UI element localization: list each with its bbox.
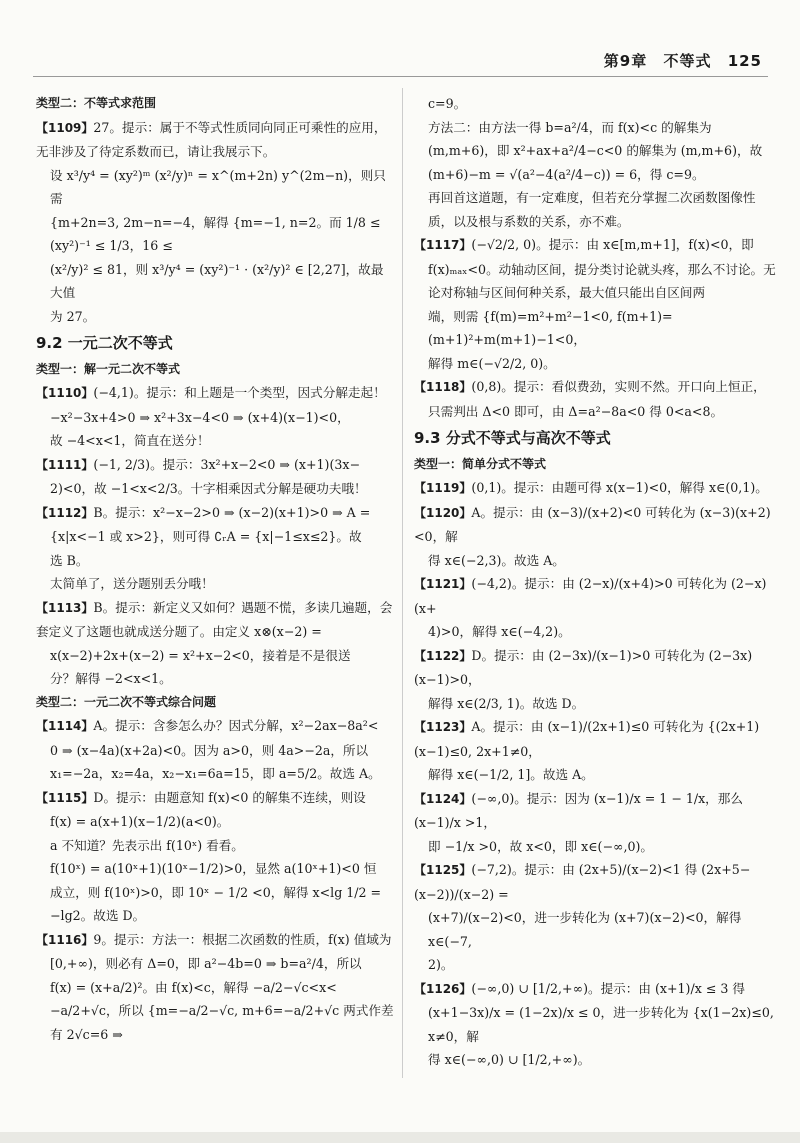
problem-number: 【1111】 bbox=[36, 457, 94, 472]
subsection-heading: 类型二：不等式求范围 bbox=[36, 96, 157, 110]
math-line: 只需判出 Δ<0 即可，由 Δ=a²−8a<0 得 0<a<8。 bbox=[428, 403, 724, 419]
math-line: x(x−2)+2x+(x−2) = x²+x−2<0，接着是不是很送 bbox=[50, 647, 351, 663]
math-line: 2)<0，故 −1<x<2/3。十字相乘因式分解是硬功夫哦！ bbox=[50, 481, 367, 496]
problem-answer bbox=[36, 928, 394, 953]
problem-answer bbox=[414, 977, 776, 1002]
section-heading: 9.3 分式不等式与高次不等式 bbox=[414, 429, 611, 447]
math-line: (x²/y)² ≤ 81，则 x³/y⁴ = (xy²)⁻¹ · (x²/y)² ∈ [2,27]，故最大值 bbox=[50, 261, 384, 300]
math-line: c=9。 bbox=[428, 96, 467, 111]
problem-number: 【1122】 bbox=[414, 648, 472, 663]
math-line: −a/2+√c，所以 {m=−a/2−√c, m+6=−a/2+√c 两式作差有 2√c=6 ⇒ bbox=[50, 1003, 394, 1042]
math-line: 解得 m∈(−√2/2, 0)。 bbox=[428, 355, 556, 371]
answer-text: A。提示：含参怎么办？因式分解，x²−2ax−8a²< bbox=[93, 718, 379, 733]
problem-number: 【1123】 bbox=[414, 720, 472, 734]
chapter-label: 第9章 bbox=[603, 52, 648, 70]
answer-text: (0,8)。提示：看似费劲，实则不然。开口向上恒正， bbox=[471, 379, 766, 394]
math-line: 0 ⇒ (x−4a)(x+2a)<0。因为 a>0，则 4a>−2a，所以 bbox=[50, 742, 369, 758]
problem-number: 【1125】 bbox=[414, 863, 472, 877]
problem-answer bbox=[414, 787, 776, 835]
answer-text: 9。提示：方法一：根据二次函数的性质，f(x) 值域为 bbox=[93, 931, 392, 947]
answer-text: B。提示：新定义又如何？遇题不慌，多读几遍题，会套定义了这题也就成送分题了。由定义 x⊗(x−2) = bbox=[36, 599, 393, 639]
problem-number: 【1117】 bbox=[414, 238, 472, 252]
left-column bbox=[36, 92, 394, 1046]
math-line: 2)。 bbox=[428, 957, 454, 972]
math-line: 得 x∈(−∞,0) ∪ [1/2,+∞)。 bbox=[428, 1052, 591, 1067]
problem-number: 【1115】 bbox=[36, 790, 94, 805]
answer-text: A。提示：由 (x−1)/(2x+1)≤0 可转化为 {(2x+1)(x−1)≤0, 2x+1≠0， bbox=[414, 719, 760, 759]
problem-number: 【1110】 bbox=[36, 386, 94, 400]
math-line: a 不知道？先表示出 f(10ˣ) 看看。 bbox=[50, 837, 244, 853]
math-line: 即 −1/x >0，故 x<0，即 x∈(−∞,0)。 bbox=[428, 838, 654, 854]
math-line: (x+7)/(x−2)<0，进一步转化为 (x+7)(x−2)<0，解得 x∈(−7, bbox=[428, 910, 742, 949]
problem-number: 【1120】 bbox=[414, 505, 472, 520]
problem-answer bbox=[414, 501, 776, 549]
problem-answer bbox=[414, 644, 776, 692]
page-header bbox=[594, 50, 762, 71]
subsection-heading: 类型一：简单分式不等式 bbox=[414, 456, 547, 471]
answer-text: (−4,1)。提示：和上题是一个类型，因式分解走起！ bbox=[93, 385, 386, 400]
answer-text: (−∞,0)。提示：因为 (x−1)/x = 1 − 1/x，那么 (x−1)/x >1， bbox=[414, 790, 743, 830]
problem-answer bbox=[414, 858, 776, 906]
math-line: 4)>0，解得 x∈(−4,2)。 bbox=[428, 624, 571, 639]
problem-answer bbox=[414, 572, 776, 620]
answer-text: (0,1)。提示：由题可得 x(x−1)<0，解得 x∈(0,1)。 bbox=[471, 480, 768, 495]
math-line: f(x)ₘₐₓ<0。动轴动区间，提分类讨论就头疼，那么不讨论。无论对称轴与区间何种关系，最大值只能出自区间两 bbox=[428, 261, 776, 300]
math-line: [0,+∞)，则必有 Δ=0，即 a²−4b=0 ⇒ b=a²/4，所以 bbox=[50, 956, 362, 971]
math-line: 解得 x∈(2/3, 1)。故选 D。 bbox=[428, 695, 585, 711]
problem-answer bbox=[414, 375, 776, 400]
math-line: 成立，则 f(10ˣ)>0，即 10ˣ − 1/2 <0，解得 x<lg 1/2 = bbox=[50, 884, 382, 900]
math-line: −lg2。故选 D。 bbox=[50, 908, 146, 923]
math-line: 分？解得 −2<x<1。 bbox=[50, 671, 172, 686]
problem-number: 【1112】 bbox=[36, 505, 94, 520]
problem-answer bbox=[36, 714, 394, 739]
math-line: {x|x<−1 或 x>2}，则可得 ∁ᵣA = {x|−1≤x≤2}。故 bbox=[50, 529, 362, 544]
problem-number: 【1121】 bbox=[414, 577, 472, 591]
answer-text: (−1, 2/3)。提示：3x²+x−2<0 ⇒ (x+1)(3x− bbox=[93, 456, 361, 472]
problem-answer bbox=[36, 116, 394, 164]
answer-text: A。提示：由 (x−3)/(x+2)<0 可转化为 (x−3)(x+2)<0，解 bbox=[414, 504, 771, 544]
problem-number: 【1124】 bbox=[414, 791, 472, 806]
problem-number: 【1126】 bbox=[414, 981, 472, 996]
math-line: 太简单了，送分题别丢分哦！ bbox=[50, 576, 214, 591]
problem-answer bbox=[414, 233, 776, 258]
answer-text: (−7,2)。提示：由 (2x+5)/(x−2)<1 得 (2x+5−(x−2))/(x−2) = bbox=[414, 862, 751, 902]
problem-number: 【1116】 bbox=[36, 932, 94, 947]
subsection-heading: 类型二：一元二次不等式综合问题 bbox=[36, 694, 217, 709]
math-line: 设 x³/y⁴ = (xy²)ᵐ (x²/y)ⁿ = x^(m+2n) y^(2m−n)，则只需 bbox=[50, 167, 386, 206]
problem-answer bbox=[36, 453, 394, 478]
math-line: (m,m+6)，即 x²+ax+a²/4−c<0 的解集为 (m,m+6)，故 bbox=[428, 143, 763, 158]
problem-number: 【1119】 bbox=[414, 481, 472, 495]
subsection-heading: 类型一：解一元二次不等式 bbox=[36, 361, 181, 376]
math-line: −x²−3x+4>0 ⇒ x²+3x−4<0 ⇒ (x+4)(x−1)<0， bbox=[50, 409, 350, 425]
column-divider bbox=[402, 88, 403, 1078]
problem-number: 【1113】 bbox=[36, 600, 94, 615]
answer-text: (−√2/2, 0)。提示：由 x∈[m,m+1]，f(x)<0，即 bbox=[471, 237, 754, 252]
math-line: {m+2n=3, 2m−n=−4，解得 {m=−1, n=2。而 1/8 ≤ (xy²)⁻¹ ≤ 1/3，16 ≤ bbox=[50, 214, 381, 253]
math-line: 得 x∈(−2,3)。故选 A。 bbox=[428, 552, 565, 568]
math-line: (x+1−3x)/x = (1−2x)/x ≤ 0，进一步转化为 {x(1−2x)≤0, x≠0，解 bbox=[428, 1005, 774, 1044]
answer-text: D。提示：由 (2−3x)/(x−1)>0 可转化为 (2−3x)(x−1)>0， bbox=[414, 647, 753, 687]
answer-text: 27。提示：属于不等式性质同向同正可乘性的应用，无非涉及了待定系数而已，请让我展示下。 bbox=[36, 119, 387, 159]
problem-number: 【1118】 bbox=[414, 380, 472, 394]
math-line: 为 27。 bbox=[50, 308, 96, 324]
problem-answer bbox=[414, 715, 776, 763]
math-line: f(x) = (x+a/2)²。由 f(x)<c，解得 −a/2−√c<x< bbox=[50, 979, 337, 995]
answer-text: D。提示：由题意知 f(x)<0 的解集不连续，则设 bbox=[93, 789, 366, 805]
page-number: 125 bbox=[727, 52, 762, 70]
math-line: f(x) = a(x+1)(x−1/2)(a<0)。 bbox=[50, 814, 230, 829]
header-rule bbox=[33, 76, 768, 77]
problem-answer bbox=[36, 501, 394, 526]
math-line: 选 B。 bbox=[50, 552, 89, 568]
section-heading: 9.2 一元二次不等式 bbox=[36, 334, 173, 352]
answer-text: B。提示：x²−x−2>0 ⇒ (x−2)(x+1)>0 ⇒ A = bbox=[93, 504, 371, 520]
problem-answer bbox=[36, 381, 394, 406]
math-line: 再回首这道题，有一定难度，但若充分掌握二次函数图像性质，以及根与系数的关系，亦不难。 bbox=[428, 190, 756, 229]
answer-text: (−4,2)。提示：由 (2−x)/(x+4)>0 可转化为 (2−x)(x+ bbox=[414, 576, 767, 616]
math-line: x₁=−2a，x₂=4a，x₂−x₁=6a=15，即 a=5/2。故选 A。 bbox=[50, 766, 381, 781]
math-line: 端，则需 {f(m)=m²+m²−1<0, f(m+1)=(m+1)²+m(m+1)−1<0， bbox=[428, 308, 673, 347]
page-bottom-strip bbox=[0, 1132, 800, 1143]
problem-answer bbox=[36, 596, 394, 644]
chapter-title: 不等式 bbox=[663, 52, 712, 70]
math-line: f(10ˣ) = a(10ˣ+1)(10ˣ−1/2)>0，显然 a(10ˣ+1)<0 恒 bbox=[50, 861, 377, 876]
math-line: 方法二：由方法一得 b=a²/4，而 f(x)<c 的解集为 bbox=[428, 119, 712, 135]
answer-text: (−∞,0) ∪ [1/2,+∞)。提示：由 (x+1)/x ≤ 3 得 bbox=[471, 980, 745, 996]
problem-answer bbox=[414, 476, 776, 501]
right-column bbox=[414, 92, 776, 1072]
problem-number: 【1109】 bbox=[36, 120, 94, 135]
math-line: (m+6)−m = √(a²−4(a²/4−c)) = 6，得 c=9。 bbox=[428, 166, 705, 182]
problem-number: 【1114】 bbox=[36, 719, 94, 733]
math-line: 解得 x∈(−1/2, 1]。故选 A。 bbox=[428, 767, 594, 782]
math-line: 故 −4<x<1，简直在送分！ bbox=[50, 433, 210, 448]
problem-answer bbox=[36, 786, 394, 811]
